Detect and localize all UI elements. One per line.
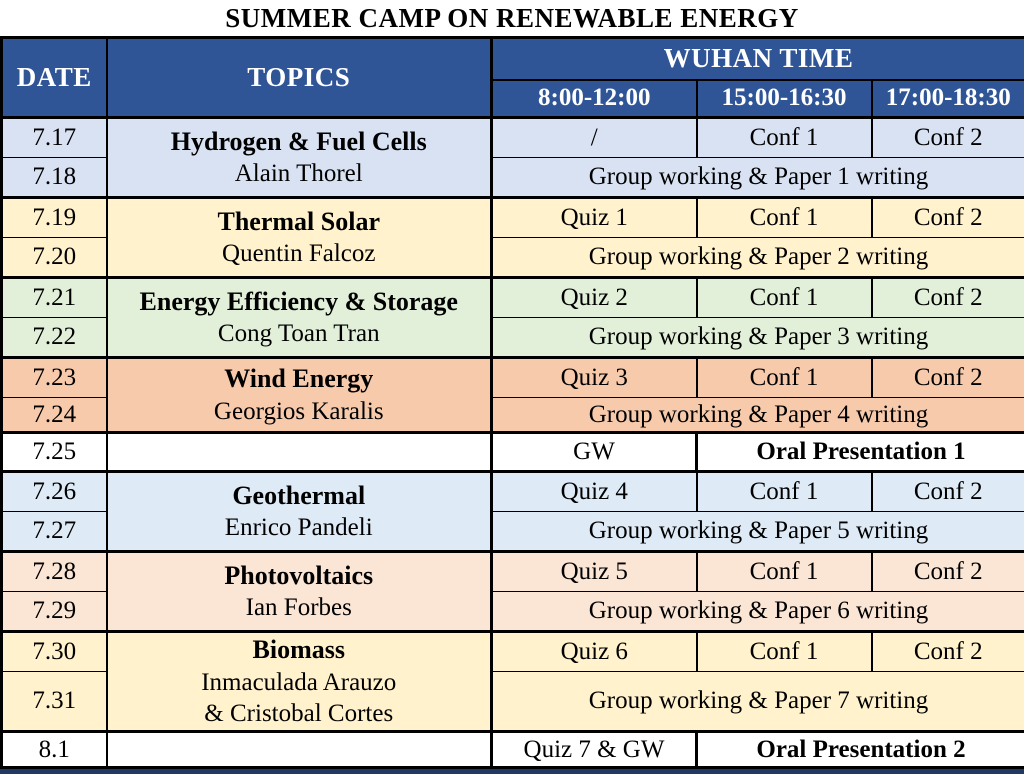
topic-title: Energy Efficiency & Storage (110, 286, 489, 319)
date-cell: 7.29 (2, 592, 107, 632)
topic-title: Photovoltaics (110, 560, 489, 593)
header-timeslot-2: 15:00-16:30 (697, 80, 872, 118)
slot-cell: Conf 1 (697, 358, 872, 398)
date-cell: 7.27 (2, 512, 107, 552)
slot-cell: GW (492, 433, 697, 472)
table-row (2, 433, 1024, 472)
header-topics: TOPICS (107, 38, 492, 118)
slot-cell: Conf 1 (697, 198, 872, 238)
date-cell: 7.26 (2, 472, 107, 512)
group-work-cell: Group working & Paper 2 writing (492, 238, 1024, 278)
header-wuhan-time: WUHAN TIME (492, 38, 1024, 80)
topic-title: Hydrogen & Fuel Cells (110, 126, 489, 159)
slot-cell: Quiz 5 (492, 552, 697, 592)
date-cell: 8.1 (2, 732, 107, 768)
lecturer-name: Cong Toan Tran (110, 318, 489, 349)
date-cell: 7.19 (2, 198, 107, 238)
table-row (2, 632, 1024, 672)
topic-cell (107, 198, 492, 278)
lecturer-name: Alain Thorel (110, 158, 489, 189)
topic-cell (107, 278, 492, 358)
group-work-cell: Group working & Paper 6 writing (492, 592, 1024, 632)
table-row (2, 278, 1024, 318)
date-cell: 7.20 (2, 238, 107, 278)
table-row (2, 358, 1024, 398)
header-timeslot-3: 17:00-18:30 (872, 80, 1024, 118)
table-row (2, 472, 1024, 512)
group-work-cell: Group working & Paper 7 writing (492, 672, 1024, 732)
topic-cell (107, 732, 492, 768)
topic-cell (107, 433, 492, 472)
lecturer-name: Georgios Karalis (110, 396, 489, 427)
slot-cell: Conf 1 (697, 472, 872, 512)
slot-cell: Conf 2 (872, 472, 1024, 512)
topic-title: Geothermal (110, 480, 489, 513)
slot-cell: Conf 2 (872, 358, 1024, 398)
date-cell: 7.23 (2, 358, 107, 398)
date-cell: 7.21 (2, 278, 107, 318)
slot-cell: Conf 1 (697, 552, 872, 592)
slot-cell: Conf 2 (872, 278, 1024, 318)
header-date: DATE (2, 38, 107, 118)
table-row (2, 118, 1024, 158)
group-work-cell: Group working & Paper 4 writing (492, 398, 1024, 433)
date-cell: 7.30 (2, 632, 107, 672)
topic-cell (107, 472, 492, 552)
date-cell: 7.22 (2, 318, 107, 358)
slot-cell: Quiz 1 (492, 198, 697, 238)
date-cell: 7.24 (2, 398, 107, 433)
lecturer-name: Ian Forbes (110, 592, 489, 623)
date-cell: 7.28 (2, 552, 107, 592)
slot-cell: Conf 2 (872, 198, 1024, 238)
slot-cell: Conf 2 (872, 632, 1024, 672)
topic-title: Biomass (110, 634, 489, 667)
topic-title: Wind Energy (110, 363, 489, 396)
date-cell: 7.31 (2, 672, 107, 732)
topic-cell (107, 632, 492, 732)
slot-cell: Conf 1 (697, 278, 872, 318)
slot-cell: Quiz 7 & GW (492, 732, 697, 768)
date-cell: 7.25 (2, 433, 107, 472)
slot-cell: / (492, 118, 697, 158)
topic-cell (107, 552, 492, 632)
header-row-1 (2, 38, 1024, 80)
lecturer-name: Enrico Pandeli (110, 512, 489, 543)
slot-cell: Conf 2 (872, 118, 1024, 158)
bottom-partial-row (0, 769, 1024, 774)
date-cell: 7.17 (2, 118, 107, 158)
lecturer-name: Quentin Falcoz (110, 238, 489, 269)
topic-cell (107, 358, 492, 433)
slot-cell: Conf 2 (872, 552, 1024, 592)
slot-cell: Conf 1 (697, 632, 872, 672)
table-row (2, 732, 1024, 768)
oral-presentation-cell: Oral Presentation 2 (697, 732, 1024, 768)
topic-cell (107, 118, 492, 198)
table-row (2, 198, 1024, 238)
page-title: SUMMER CAMP ON RENEWABLE ENERGY (0, 0, 1024, 36)
slot-cell: Conf 1 (697, 118, 872, 158)
group-work-cell: Group working & Paper 1 writing (492, 158, 1024, 198)
slot-cell: Quiz 3 (492, 358, 697, 398)
group-work-cell: Group working & Paper 5 writing (492, 512, 1024, 552)
date-cell: 7.18 (2, 158, 107, 198)
slot-cell: Quiz 6 (492, 632, 697, 672)
oral-presentation-cell: Oral Presentation 1 (697, 433, 1024, 472)
group-work-cell: Group working & Paper 3 writing (492, 318, 1024, 358)
lecturer-name: Inmaculada Arauzo (110, 667, 489, 698)
schedule-table (0, 36, 1024, 769)
header-timeslot-1: 8:00-12:00 (492, 80, 697, 118)
lecturer-name-2: & Cristobal Cortes (110, 698, 489, 729)
table-row (2, 552, 1024, 592)
topic-title: Thermal Solar (110, 206, 489, 239)
slot-cell: Quiz 2 (492, 278, 697, 318)
slot-cell: Quiz 4 (492, 472, 697, 512)
